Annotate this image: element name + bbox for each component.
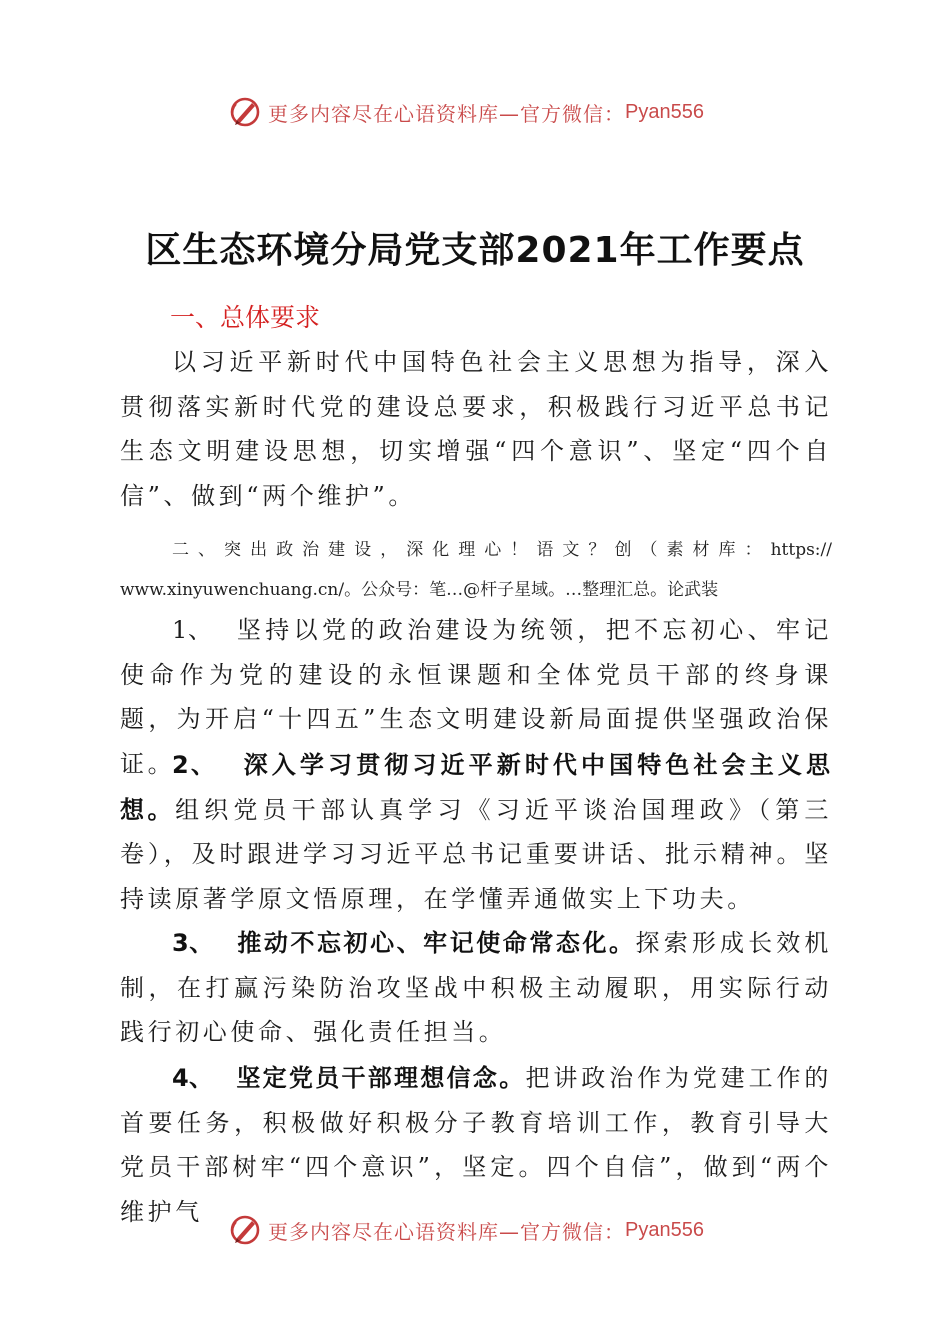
- item-bold-lead: 推动不忘初心、牢记使命常态化。: [237, 929, 636, 957]
- section-heading: 一、总体要求: [170, 303, 321, 332]
- item-bold-lead: 深入学习贯彻习近平新时代中国特色社会主义思想。: [120, 751, 832, 824]
- item-number: 2、: [172, 751, 217, 779]
- header-banner: [228, 92, 748, 132]
- list-item-4: [120, 1056, 832, 1234]
- paragraph-section-two-note: [120, 530, 832, 610]
- banner-text: 更多内容尽在心语资料库—官方微信：: [268, 101, 625, 126]
- footer-banner: [228, 1210, 748, 1250]
- item-text: 组织党员干部认真学习《习近平谈治国理政》（第三卷），及时跟进学习习近平总书记重要讲话、批示精神。坚持读原著学原文悟原理，在学懂弄通做实上下功夫。: [120, 795, 832, 913]
- item-number: 4、: [172, 1064, 214, 1092]
- document-title: 区生态环境分局党支部2021年工作要点: [145, 230, 805, 271]
- pen-logo-icon: [228, 1213, 262, 1247]
- banner-wechat-id: Pyan556: [625, 1218, 704, 1241]
- note-rest: https://www.xinyuwenchuang.cn/。公众号：笔…@杆子星域。…整理汇总。论武装: [120, 540, 832, 600]
- banner-text: 更多内容尽在心语资料库—官方微信：: [268, 1219, 625, 1244]
- item-text: 探索形成长效机制，在打赢污染防治攻坚战中积极主动履职，用实际行动践行初心使命、强化责任担当。: [120, 929, 833, 1047]
- banner-wechat-id: Pyan556: [625, 100, 704, 123]
- paragraph-general-requirements: 以习近平新时代中国特色社会主义思想为指导，深入贯彻落实新时代党的建设总要求，积极践行习近平总书记生态文明建设思想，切实增强“四个意识”、坚定“四个自信”、做到“两个维护”。: [120, 348, 832, 510]
- list-item-2: [120, 743, 832, 921]
- note-lead: 二、突出政治建设，深化理心！语文？创（素材库：: [172, 540, 771, 560]
- pen-logo-icon: [228, 95, 262, 129]
- list-item-3: [120, 921, 832, 1055]
- item-number: 3、: [172, 929, 214, 957]
- item-text: 坚持以党的政治建设为统领，把不忘初心、牢记使命作为党的建设的永恒课题和全体党员干部的终身课题，为开启“十四五”生态文明建设新局面提供坚强政治保证。: [120, 616, 832, 778]
- item-number: 1、: [172, 616, 213, 644]
- item-bold-lead: 坚定党员干部理想信念。: [236, 1064, 526, 1092]
- item-text: 把讲政治作为党建工作的首要任务，积极做好积极分子教育培训工作，教育引导大党员干部树牢“四个意识”，坚定。四个自信”，做到“两个维护气: [120, 1064, 833, 1226]
